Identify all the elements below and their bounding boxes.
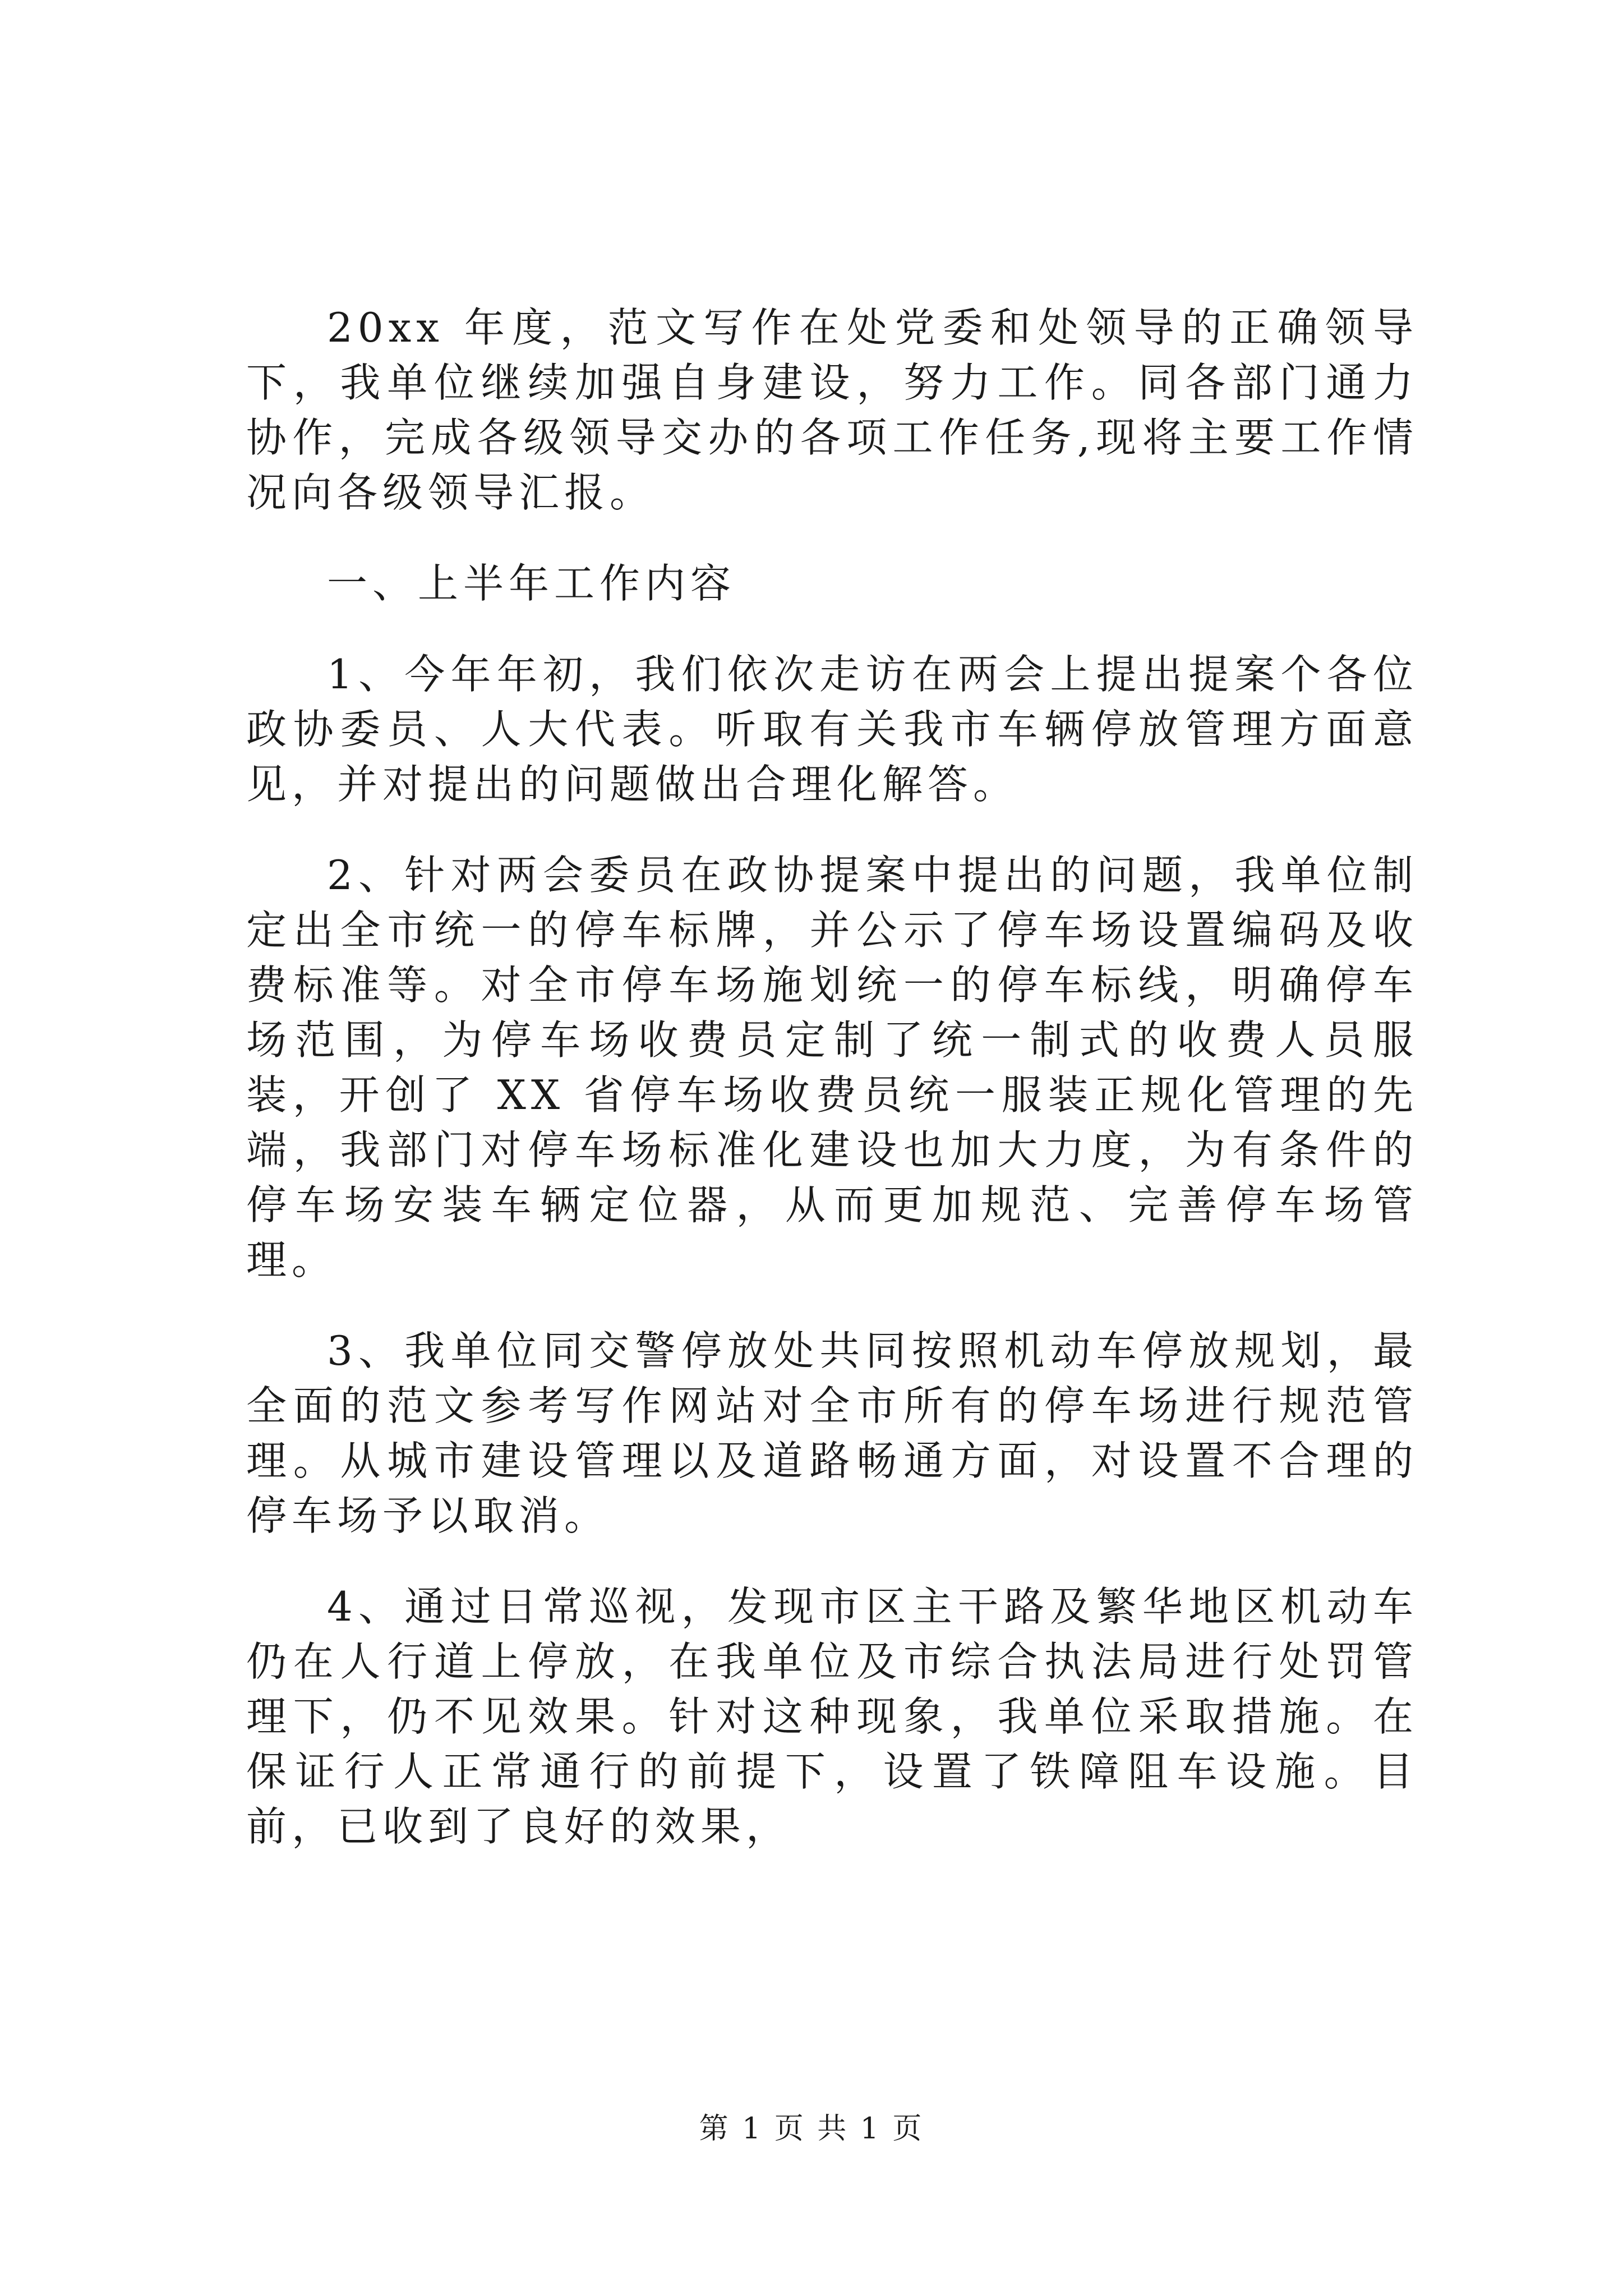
intro-paragraph: 20xx 年度，范文写作在处党委和处领导的正确领导下，我单位继续加强自身建设，努力工作。同各部门通力协作，完成各级领导交办的各项工作任务,现将主要工作情况向各级领导汇报。 (246, 304, 1418, 516)
item-4-paragraph: 4、通过日常巡视，发现市区主干路及繁华地区机动车仍在人行道上停放，在我单位及市综合执法局进行处罚管理下，仍不见效果。针对这种现象，我单位采取措施。在保证行人正常通行的前提下，设置了铁障阻车设施。目前，已收到了良好的效果， (246, 1583, 1418, 1850)
item-1-paragraph: 1、今年年初，我们依次走访在两会上提出提案个各位政协委员、人大代表。听取有关我市车辆停放管理方面意见，并对提出的问题做出合理化解答。 (246, 651, 1418, 808)
item-3-paragraph: 3、我单位同交警停放处共同按照机动车停放规划，最全面的范文参考写作网站对全市所有的停车场进行规范管理。从城市建设管理以及道路畅通方面，对设置不合理的停车场予以取消。 (246, 1327, 1418, 1539)
document-body (246, 300, 1418, 1854)
section-heading: 一、上半年工作内容 (327, 560, 736, 607)
item-2-paragraph: 2、针对两会委员在政协提案中提出的问题，我单位制定出全市统一的停车标牌，并公示了停车场设置编码及收费标准等。对全市停车场施划统一的停车标线，明确停车场范围，为停车场收费员定制了统一制式的收费人员服装，开创了 XX 省停车场收费员统一服装正规化管理的先端，我部门对停车场标准化建设也加大力度，为有条件的停车场安装车辆定位器，从而更加规范、完善停车场管理。 (246, 852, 1418, 1283)
page-number-footer: 第 1 页 共 1 页 (699, 2112, 924, 2146)
